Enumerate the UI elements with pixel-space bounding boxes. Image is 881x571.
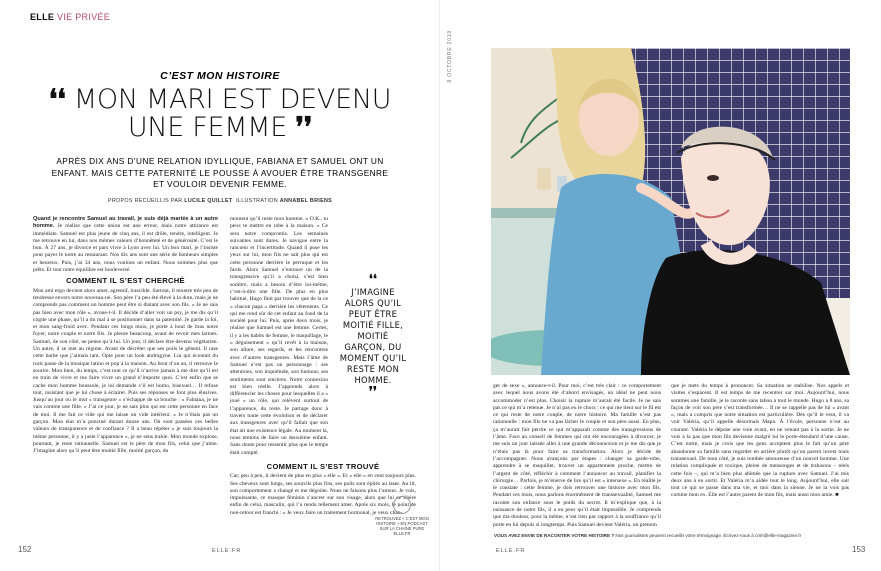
illustration: [491, 48, 850, 375]
podcast-badge: [372, 496, 432, 536]
page-title: [20, 86, 420, 142]
page-number-right: 153: [852, 545, 866, 554]
page-number-left: 152: [18, 545, 32, 554]
side-date: 8 OCTOBRE 2019: [447, 30, 453, 83]
paragraph: Mon ami ergo devient alors amer, agressif, irascible. Surtout, il montre très peu de tendresse envers notre nouveau-né. Son père l’a peu été élevé à la dure, mais je ne comprends pas comment un homme peut être si distant avec son fils. « Je ne sais pas bien avec mon rôle », avoue-t-il. Il décide d’aller voir un psy, je me dis qu’il cogite une phase, qu’il a du mal à se positionner dans sa paternité. Je garde la foi, et mon sang-froid avec. Pendant ces longs mois, je porte à bout de bras notre foyer, notre couple et notre fils. Je pleure beaucoup, avant de revoir mes larmes. Samuel, de son côté, ne pense qu’à lui. Un jour, il déclare être devenu végétarien. Un autre, il se met au régime. Avant de décréter que ses poils le gênent. Il rase cette barbe que j’aimais tant. Opte pour un look androgyne. Lui qui écoutait du rock passe de la musique latino et pop à la maison. Au bout d’un an, il retrouve le sourire. Mon bien, du temps, c’est tout ce qu’il n’arrive jamais à me dire qu’il est en train de vivre et me faire vivre un grand n’importe quoi. C’est enfin que se cache mon homme boussole, je lui demande s’il est homo, bisexuel… Il refuse tout, insistant que je lui chose à éclairer. Puis ses réponses se font plus élusives. Jusqu’au jour où le mot « transgenre » s’échappe de sa bouche : « Fabiana, je ne vais comme une fille. » J’ai ce jour, je ne sais plus qui est cette personne en face de moi. Il me fait ce vide qui me laisse un vide intérieur. « Je n’étais pas un garçon. Mon état m’a ponctué durant douze ans. Où sont passées ces belles valeurs de transparence et de confiance ? Il a beau répéter « je suis toujours la même personne, il y a juste l’apparence », je ne sens trahie. Mon monde explose, pourtant, je reste rationnelle. Samuel est le père de mon fils, celui que j’aime. J’imagine alors qu’il peut être moitié fille, moitié garçon, du: [33, 287, 218, 455]
body-column-2-top: [230, 216, 328, 456]
magazine-url-right: ELLE.FR: [496, 548, 526, 554]
section-header: [30, 12, 110, 22]
kicker: C’EST MON HISTOIRE: [160, 70, 280, 82]
credits-collected-label: PROPOS RECUEILLIS PAR: [107, 198, 183, 204]
pull-quote-close-icon: ❜❜: [368, 384, 378, 398]
pull-quote: [336, 274, 410, 399]
footnote: [494, 533, 844, 539]
magazine-url-left: ELLE.FR: [212, 548, 242, 554]
paragraph: Je réalise que cette union est une erreur, mais notre attirance est immédiate. Samuel est plus jeune de cinq ans, il est drôle, tendre, intelligent. Je me retrouve en lui, dans nos mêmes valeurs d’honnêteté et de générosité. C’est le bon. À 27 ans, je divorce et pars vivre à Lyon avec lui. Un bon mari, je l’insiste pour payer le notre au restaurant. Nos dix ans sont une série de bonheurs simples et heureux. Puis, j’ai 34 ans, nous voulons un enfant. Nous sommes plus que prêts. Et tout notre équilibre est bouleversé.: [33, 223, 218, 274]
credits-illustrator: ANNABEL BRIENS: [279, 198, 333, 204]
body-column-4: [671, 383, 849, 528]
paragraph: que je mets du temps à prononcer. Sa situation se stabilise. Nos appels et visites s’espacent. Il est temps de me recentrer sur moi. Aujourd’hui, nous sommes une famille, je le raconte sans tabou à tout le monde. Hugo a 8 ans, sa façon de voir son père s’est transformée… Il ne se rappelle pas de lui « avant », mais a compris que notre situation est particulière. Dès qu’il le veut, il va voir Valéria, qu’il appelle désormais Mapa. À l’école, personne n’est au courant. Valéria le dépose une voie avant, en ne venant pas à la sortie. Je ne vois à la pas que mon fils devienne malgré lui le porte-étendard d’une cause. C’est notre, mais je crois que les gens acceptent plus le fait qu’un père abandonne sa famille sans regarder en arrière plutôt qu’un parent invest mais transsexuel. De mon côté, je suis tombée amoureuse d’un nouvel homme. Une relation compliquée et toxique, pleine de mensonges et de trahisons – réels cette fois –, qui m’a bien plus abîmée que la rupture avec Samuel. J’ai mis deux ans à en sortir. Et Valéria m’a aidée tout le long. Aujourd’hui, elle sait tout ce qui se passe dans ma vie, et moi dans la sienne. Je ne la vois pas comme mon ex. Elle est l’autre parent de mon fils, mais aussi mon amie. ■: [671, 383, 849, 499]
section-name: VIE PRIVÉE: [57, 12, 111, 22]
footnote-text: Nos journalistes peuvent recueillir votre témoignage. Écrivez-nous à cmh@elle-magazine.fr: [614, 533, 802, 538]
credits-illus-label: ILLUSTRATION: [236, 198, 278, 204]
open-quote-icon: ❛❛: [48, 84, 66, 115]
paragraph: moment qu’il reste mon homme. « O.K., tu peux te mettre en robe à la maison. » Ce sera notre compromis. Les semaines suivantes sont dures. Je navigue entre la rancœur et l’incertitude. Quand il pose les yeux sur lui, mon fils ne sait plus qui est cette personne derrière le perruque et les fards. Alors Samuel s’entoure un de la transgressive qu’il a choisi, s’est bien sombre, mais a besoin d’être lui-même, c’est-à-dire une fille. De plus en plus habitué, Hugo finit par trouver que de la ce « chacun papa » derrière les vêtements. Ce qui me rend sûr de cet enfant au fond de la société pour lui. Puis, après deux mois, je réalise que Samuel est une femme. Certes, il y a les habits de femme, le maquillage, le « déguisement » qu’il revêt à la maison, son allure, ses regards, et les rencontres avec d’autres transgenres. Mais l’âme de Samuel n’est pas un personnage : ses attentions, son inquiétude, son humour, ses sentiments sont sincères. Notre connexion est bien réelle. J’apprends alors à différencier les choses pour lesquelles il a « joué » un rôle, qui relèvent surtout de l’apparence, du reste. Je partage donc à travers toute cette évolution et de déclarer aux transgenres avec qu’il fallait que son état ait une existence légale. Au moment là, nous tentons de faire un deuxième enfant. Sans doute pour ressentir plus que le temps était compté.: [230, 216, 328, 456]
left-page: [0, 0, 440, 571]
subhead: COMMENT IL S’EST TROUVÉ: [266, 462, 380, 471]
close-quote-icon: ❜❜: [295, 112, 313, 143]
body-column-1: [33, 216, 218, 542]
lede: APRÈS DIX ANS D’UNE RELATION IDYLLIQUE, FABIANA ET SAMUEL ONT UN ENFANT. MAIS CETTE PATERNITÉ LE POUSSE À AVOUER ÊTRE TRANSGENRE ET VOULOIR DEVENIR FEMME.: [51, 156, 389, 189]
podcast-text: RETROUVEZ « C’EST MON HISTOIRE » EN PODCAST SUR LA CHAÎNE PURE ELLE.FR: [375, 516, 429, 536]
paragraph: ger de sexe », annonce-t-il. Pour moi, c’est très clair : ce comportement avec lequel nous avons été d’abord envisagés, un idéal ne peut nous accommoder n’est plus. Choisir la rupture m’aurait été facile. Je ne sais pas ce qui m’a retenue. Je n’ai pas eu le choix : ce qui me tient sur le fil est ce qui reste de notre couple, de notre histoire. Ma famille n’est pas rationnelle : mon fils ne va pas lâcher le couple et son père aussi. En plus, ça m’aurait fait perdre ce qui m’apparaît comme des transgressions de l’âme. Face au conseil de femmes qui ont été encouragées à divorcer, je me suis un jour laissée aller à une grande déconnexion et je me dis que je n’étais pas là pour faire sa transformation. Alors je décide de l’accompagner. Nous avançons par étapes : changer sa garde-robe, apprendre à se maquiller, trouver un appartement proche, mettre de l’argent de côté, réfléchir à comment l’annoncer au travail, planifier la chirurgie… Parfois, je m’énerve de lire qu’il est « intersexe ». En réalité je le constate : cette femme, je dois retrouver une histoire avec mon fils. Pendant ces mois, nous parlons énormément de transsexualité, Samuel me raconte son enfance sous le poids du secret. Il m’explique que, à la naissance de notre fils, il a eu peur qu’il était impossible. Je comprends que ma douleur, pour la même, n’est rien par rapport à la souffrance qu’il porte en lui depuis si longtemps. Puis Samuel devient Valéria, un prénom: [493, 383, 661, 528]
title-line-2: UNE FEMME: [127, 112, 288, 143]
pull-quote-text: J’IMAGINE ALORS QU’IL PEUT ÊTRE MOITIÉ FILLE, MOITIÉ GARÇON, DU MOMENT QU’IL RESTE MON HOMME.: [339, 287, 407, 385]
title-line-1: MON MARI EST DEVENU: [73, 84, 392, 115]
lead-sentence: Quand je rencontre Samuel au travail, je suis déjà mariée à un autre homme.: [33, 216, 218, 230]
makeup-scene-illustration: [491, 48, 850, 375]
credits: [0, 198, 440, 204]
footnote-label: VOUS AVEZ ENVIE DE RACONTER VOTRE HISTOIRE ?: [494, 533, 615, 538]
podcast-icon: [393, 496, 411, 514]
paragraph: Car, peu à peu, il devient de plus en plus « elle ». Et « elle » en veut toujours plus. Ses cheveux sont longs, ses sourcils plus fins, ses poils sont épilés au laser. Au lit, son comportement a changé et me dégoûte. Nous ne faisons plus l’amour. Je vois, impuissante, ce masque féminin s’ancrer sur son visage, alors que lui se libère enfin de celui, masculin, qui l’a rendu tellement amer. Après six mois, le point de non-retour est franchi : « Je veux faire un traitement hormonal, je veux chan-: [230, 473, 416, 516]
pull-quote-open-icon: ❛❛: [368, 272, 378, 286]
body-column-3: [493, 383, 661, 528]
subhead: COMMENT IL S’EST CHERCHÉ: [66, 276, 185, 286]
brand-logo: ELLE: [30, 12, 55, 22]
credits-author: LUCILE QUILLET: [184, 198, 233, 204]
